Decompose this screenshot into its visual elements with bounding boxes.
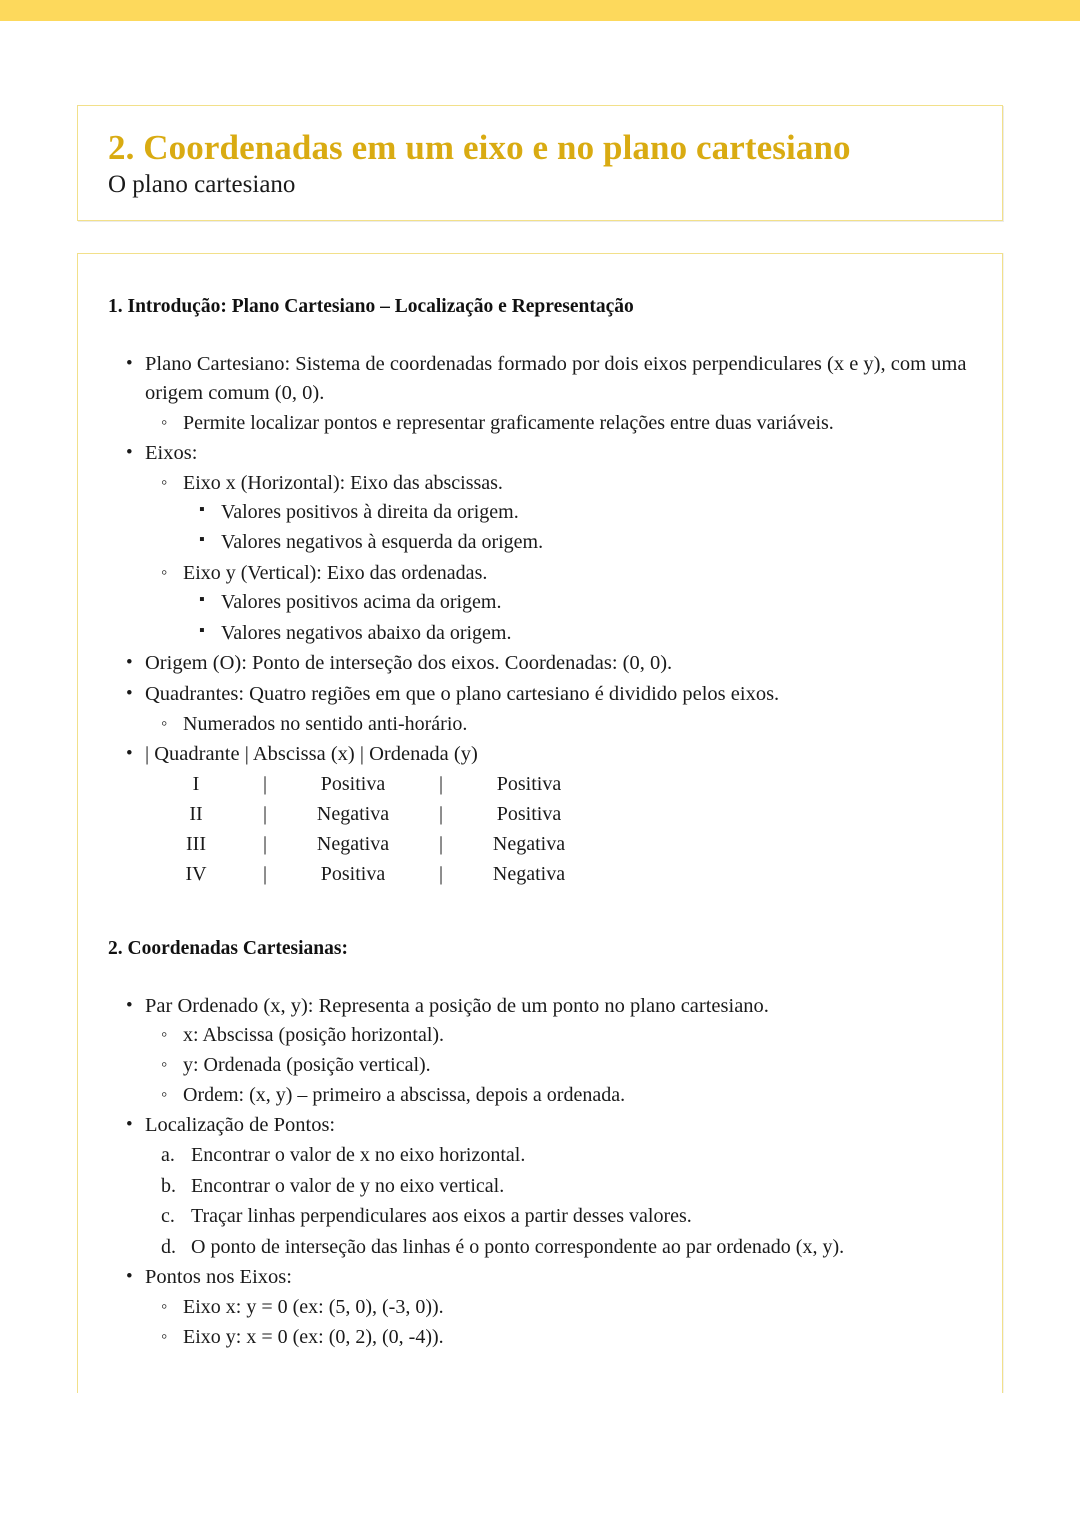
par-ordenado-text: • Par Ordenado (x, y): Representa a posição de um ponto no plano cartesiano. — [145, 992, 972, 1022]
list-item — [183, 619, 972, 649]
section-2-list — [108, 992, 972, 1353]
list-item — [108, 1111, 972, 1262]
eixos-text: • Eixos: — [145, 439, 972, 469]
list-item — [183, 588, 972, 618]
localizacao-steps-list — [145, 1141, 972, 1262]
cell-quadrante: I — [192, 773, 200, 796]
origem-text: • Origem (O): Ponto de interseção dos eixos. Coordenadas: (0, 0). — [145, 649, 972, 679]
page-body — [0, 105, 1080, 1393]
eixo-y-positivos-text: ▪ Valores positivos acima da origem. — [221, 588, 972, 618]
cell-separator: | — [262, 833, 267, 856]
step-marker: c. — [161, 1205, 175, 1228]
table-row — [150, 860, 594, 890]
pontos-eixo-y-text: ◦ Eixo y: x = 0 (ex: (0, 2), (0, -4)). — [183, 1323, 972, 1352]
cell-abscissa: Positiva — [320, 773, 386, 796]
localizacao-pontos-text: • Localização de Pontos: — [145, 1111, 972, 1141]
eixos-sublist — [145, 469, 972, 648]
list-item — [108, 992, 972, 1111]
cell-quadrante: II — [189, 803, 203, 826]
cell-ordenada: Positiva — [496, 803, 562, 826]
list-item — [108, 649, 972, 679]
cell-ordenada: Negativa — [492, 833, 566, 856]
content-card — [77, 253, 1003, 1393]
section-1-list — [108, 350, 972, 770]
plano-cartesiano-text: • Plano Cartesiano: Sistema de coordenadas formado por dois eixos perpendiculares (x e y), com uma origem comum (0, 0). — [145, 350, 972, 409]
cell-separator: | — [262, 803, 267, 826]
par-abscissa-text: ◦ x: Abscissa (posição horizontal). — [183, 1021, 972, 1050]
step-marker: b. — [161, 1174, 176, 1197]
section-heading-1: 1. Introdução: Plano Cartesiano – Localização e Representação — [108, 296, 634, 318]
cell-quadrante: III — [186, 833, 206, 856]
table-row — [150, 770, 594, 800]
list-item — [145, 409, 972, 438]
list-item — [108, 740, 972, 770]
eixo-x-sublist — [183, 498, 972, 558]
title-card — [77, 105, 1003, 221]
list-item — [145, 1233, 972, 1263]
cell-quadrante: IV — [185, 863, 207, 886]
quadrantes-sub-text: ◦ Numerados no sentido anti-horário. — [183, 710, 972, 739]
list-item — [145, 559, 972, 648]
quadrantes-text: • Quadrantes: Quatro regiões em que o plano cartesiano é dividido pelos eixos. — [145, 680, 972, 710]
list-item — [145, 1081, 972, 1110]
pontos-eixo-x-text: ◦ Eixo x: y = 0 (ex: (5, 0), (-3, 0)). — [183, 1293, 972, 1322]
cell-ordenada: Positiva — [496, 773, 562, 796]
quadrant-table-header-text: • | Quadrante | Abscissa (x) | Ordenada (y) — [145, 740, 972, 770]
list-item — [183, 528, 972, 558]
cell-separator: | — [262, 863, 267, 886]
list-item — [145, 1051, 972, 1080]
list-item — [145, 1293, 972, 1322]
cell-abscissa: Negativa — [316, 833, 390, 856]
pontos-nos-eixos-sublist — [145, 1293, 972, 1352]
plano-cartesiano-sub-text: ◦ Permite localizar pontos e representar graficamente relações entre duas variáveis. — [183, 409, 972, 438]
step-marker: a. — [161, 1144, 175, 1167]
list-item — [145, 1323, 972, 1352]
quadrantes-sublist — [145, 710, 972, 739]
eixo-y-sublist — [183, 588, 972, 648]
table-row — [150, 800, 594, 830]
list-item — [145, 1141, 972, 1171]
par-ordem-text: ◦ Ordem: (x, y) – primeiro a abscissa, depois a ordenada. — [183, 1081, 972, 1110]
list-item — [145, 1202, 972, 1232]
cell-abscissa: Positiva — [320, 863, 386, 886]
section-heading-2: 2. Coordenadas Cartesianas: — [108, 938, 348, 960]
eixo-x-negativos-text: ▪ Valores negativos à esquerda da origem. — [221, 528, 972, 558]
page-title: 2. Coordenadas em um eixo e no plano cartesiano — [108, 128, 851, 167]
step-marker: d. — [161, 1235, 176, 1258]
cell-separator: | — [262, 773, 267, 796]
list-item — [183, 498, 972, 528]
step-text: Traçar linhas perpendiculares aos eixos a partir desses valores. — [191, 1205, 692, 1228]
page-subtitle: O plano cartesiano — [108, 171, 296, 199]
top-accent-bar — [0, 0, 1080, 21]
list-item — [145, 710, 972, 739]
cell-abscissa: Negativa — [316, 803, 390, 826]
plano-cartesiano-sublist — [145, 409, 972, 438]
cell-separator: | — [438, 773, 443, 796]
list-item — [108, 680, 972, 739]
quadrant-table-body — [150, 770, 594, 890]
step-text: Encontrar o valor de y no eixo vertical. — [191, 1174, 505, 1197]
eixo-x-positivos-text: ▪ Valores positivos à direita da origem. — [221, 498, 972, 528]
eixo-x-text: ◦ Eixo x (Horizontal): Eixo das abscissas. — [183, 469, 972, 498]
quadrant-table — [150, 770, 594, 890]
list-item — [108, 350, 972, 438]
list-item — [108, 439, 972, 648]
list-item — [145, 1172, 972, 1202]
cell-separator: | — [438, 863, 443, 886]
cell-separator: | — [438, 803, 443, 826]
eixo-y-text: ◦ Eixo y (Vertical): Eixo das ordenadas. — [183, 559, 972, 588]
list-item — [145, 1021, 972, 1050]
list-item — [108, 1263, 972, 1352]
list-item — [145, 469, 972, 558]
eixo-y-negativos-text: ▪ Valores negativos abaixo da origem. — [221, 619, 972, 649]
cell-separator: | — [438, 833, 443, 856]
step-text: O ponto de interseção das linhas é o ponto correspondente ao par ordenado (x, y). — [191, 1235, 845, 1258]
step-text: Encontrar o valor de x no eixo horizontal. — [191, 1144, 526, 1167]
table-row — [150, 830, 594, 860]
par-ordenado-sublist — [145, 1021, 972, 1110]
cell-ordenada: Negativa — [492, 863, 566, 886]
pontos-nos-eixos-text: • Pontos nos Eixos: — [145, 1263, 972, 1293]
par-ordenada-text: ◦ y: Ordenada (posição vertical). — [183, 1051, 972, 1080]
